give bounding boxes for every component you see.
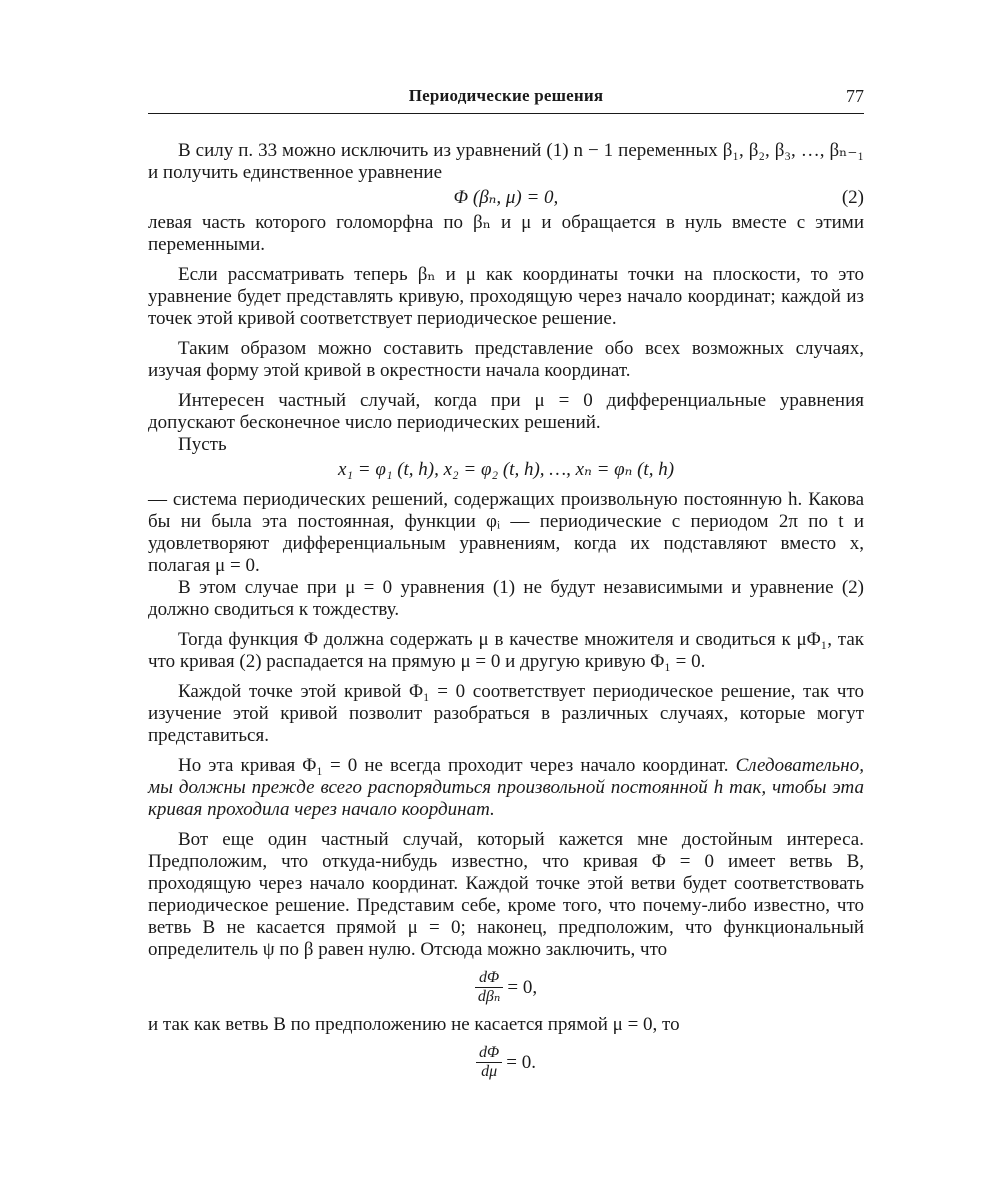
header-rule — [148, 113, 864, 114]
equation-2-label: (2) — [841, 187, 864, 208]
page-number: 77 — [846, 86, 864, 106]
fraction-1-denominator: dβₙ — [477, 988, 501, 1005]
paragraph-7: — система периодических решений, содержащих произвольную постоянную h. Какова бы ни была эта постоянная, функции φᵢ — периодические с периодом 2π по t и удовлетворяют дифференциальным уравнениям, когда их подставляют вместо x, полагая μ = 0. — [148, 489, 864, 576]
paragraph-4: Таким образом можно составить представление обо всех возможных случаях, изучая форму этой кривой в окрестности начала координат. — [148, 338, 864, 381]
paragraph-11-text: Но эта кривая Φ₁ = 0 не всегда проходит через начало координат. — [178, 755, 729, 776]
fraction-1-numerator: dΦ — [475, 969, 503, 988]
paragraph-3: Если рассматривать теперь βₙ и μ как координаты точки на плоскости, то это уравнение будет представлять кривую, проходящую через начало координат; каждой из точек этой кривой соответствует периодическое решение. — [148, 264, 864, 329]
fraction-2-rest: = 0. — [506, 1051, 536, 1073]
fraction-2 — [476, 1044, 502, 1081]
paragraph-12: Вот еще один частный случай, который кажется мне достойным интереса. Предположим, что откуда-нибудь известно, что кривая Φ = 0 имеет ветвь B, проходящую через начало координат. Каждой точке этой ветви будет соответствовать периодическое решение. Представим себе, кроме того, что почему-либо известно, что ветвь B не касается прямой μ = 0; наконец, предположим, что функциональный определитель ψ по β равен нулю. Отсюда можно заключить, что — [148, 829, 864, 960]
paragraph-9: Тогда функция Φ должна содержать μ в качестве множителя и сводиться к μΦ₁, так что кривая (2) распадается на прямую μ = 0 и другую кривую Φ₁ = 0. — [148, 629, 864, 672]
equation-dphi-dbeta — [148, 969, 864, 1006]
equation-2 — [148, 187, 864, 209]
running-header — [148, 86, 864, 108]
paragraph-10: Каждой точке этой кривой Φ₁ = 0 соответствует периодическое решение, так что изучение этой кривой позволит разобраться в различных случаях, которые могут представиться. — [148, 681, 864, 746]
page-body — [148, 140, 864, 1089]
paragraph-11 — [148, 755, 864, 821]
fraction-2-denominator: dμ — [481, 1063, 498, 1080]
fraction-1 — [475, 969, 503, 1006]
fraction-2-numerator: dΦ — [476, 1044, 502, 1063]
paragraph-13: и так как ветвь B по предположению не касается прямой μ = 0, то — [148, 1014, 680, 1035]
paragraph-6: Пусть — [178, 434, 227, 455]
equation-x-text: x₁ = φ₁ (t, h), x₂ = φ₂ (t, h), …, xₙ = φₙ (t, h) — [337, 459, 675, 480]
equation-2-text: Φ (βₙ, μ) = 0, — [453, 187, 559, 208]
running-title: Периодические решения — [408, 86, 604, 105]
equation-x — [148, 459, 864, 481]
paragraph-5: Интересен частный случай, когда при μ = 0 дифференциальные уравнения допускают бесконечное число периодических решений. — [148, 390, 864, 433]
paragraph-11-italic: Следовательно, мы должны прежде всего распорядиться произвольной постоянной h так, чтобы эта кривая проходила через начало координат. — [148, 755, 864, 820]
paragraph-2: левая часть которого голоморфна по βₙ и μ и обращается в нуль вместе с этими переменными. — [148, 212, 864, 255]
fraction-1-rest: = 0, — [507, 976, 538, 998]
paragraph-8: В этом случае при μ = 0 уравнения (1) не будут независимыми и уравнение (2) должно сводиться к тождеству. — [148, 577, 864, 620]
equation-dphi-dmu — [148, 1044, 864, 1081]
paragraph-1: В силу п. 33 можно исключить из уравнений (1) n − 1 переменных β₁, β₂, β₃, …, βₙ₋₁ и получить единственное уравнение — [148, 140, 864, 183]
